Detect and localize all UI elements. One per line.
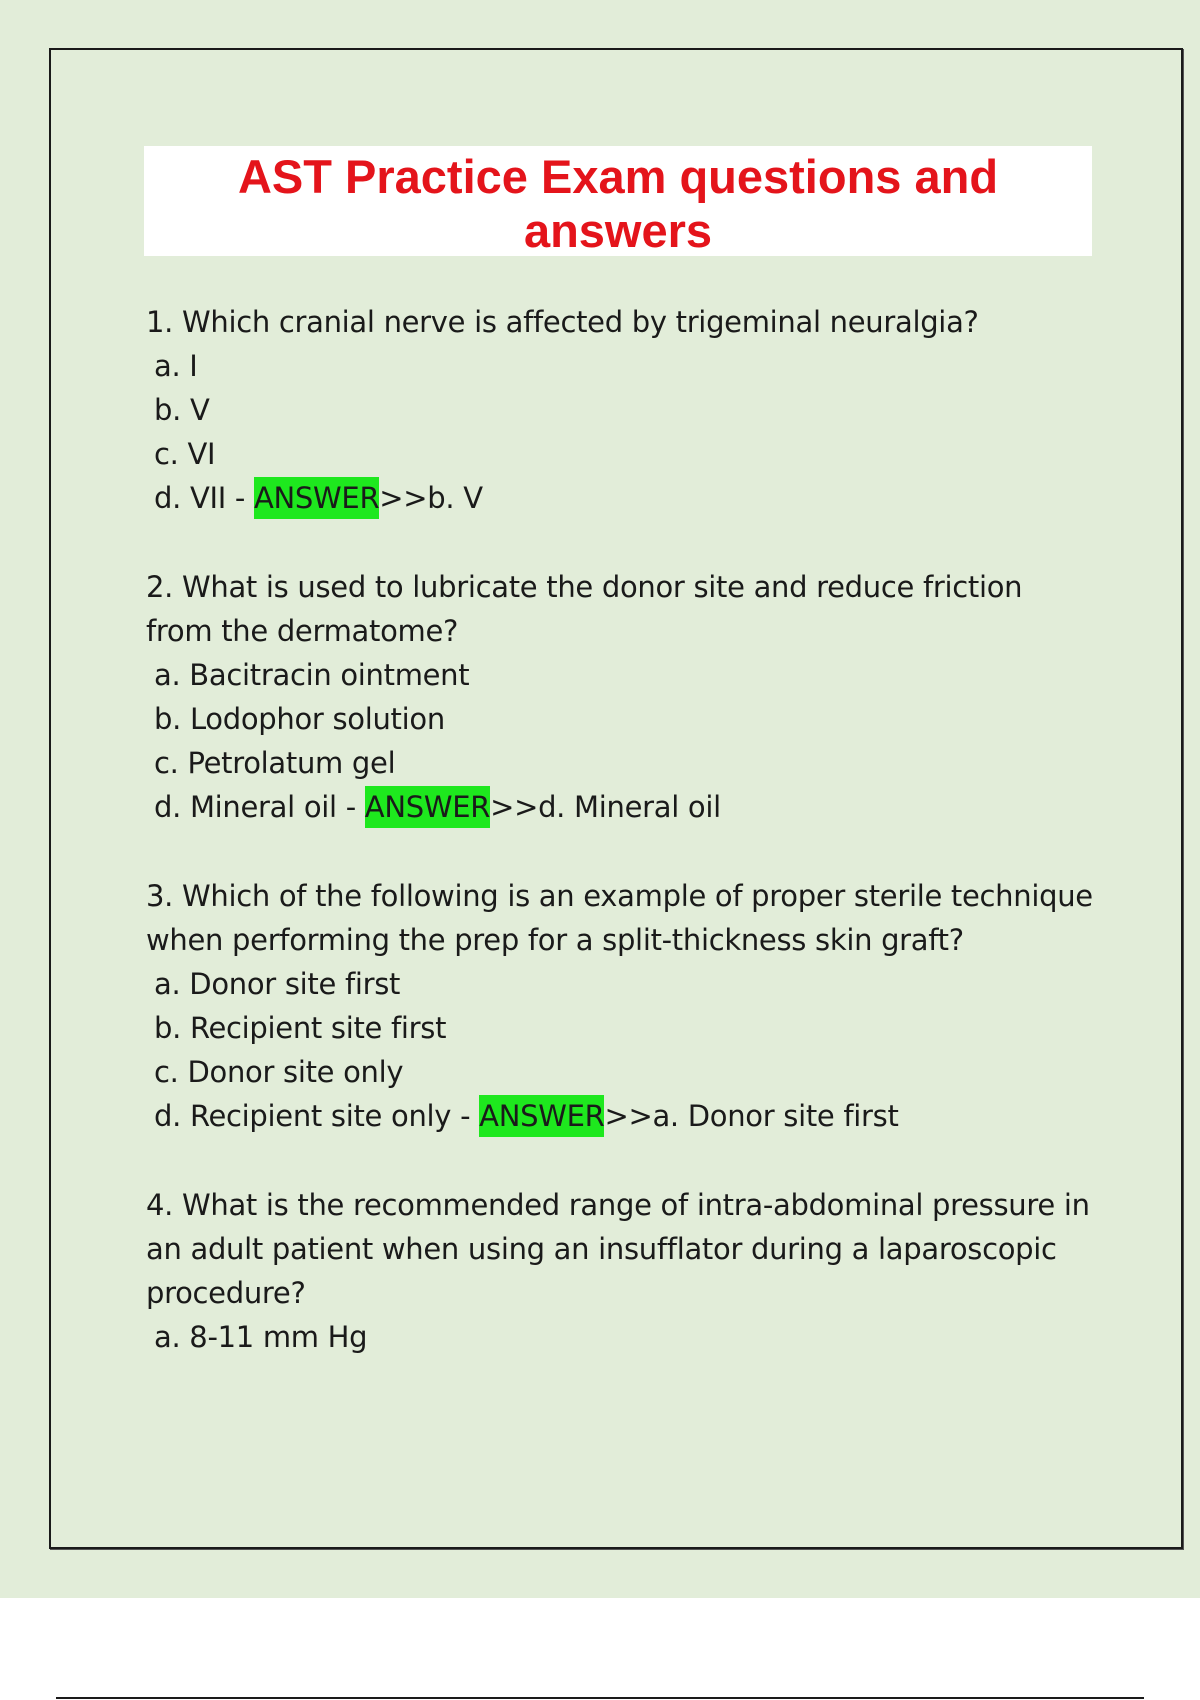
- option-d: d. VII -: [154, 481, 254, 515]
- question-3: [146, 874, 1096, 1138]
- option-d-with-answer: [146, 476, 1096, 520]
- option-a: a. Donor site first: [154, 967, 401, 1001]
- questions-list: [146, 300, 1096, 1404]
- option-a: a. I: [154, 349, 198, 383]
- option-a: a. 8-11 mm Hg: [154, 1320, 368, 1354]
- document-title: AST Practice Exam questions and answers: [237, 150, 999, 257]
- question-1: [146, 300, 1096, 520]
- answer-text: >>a. Donor site first: [604, 1099, 899, 1133]
- answer-highlight: ANSWER: [479, 1095, 604, 1137]
- option-c: c. Donor site only: [154, 1055, 404, 1089]
- option-b: b. Lodophor solution: [154, 702, 445, 736]
- question-text: 3. Which of the following is an example of proper sterile technique when performing the prep for a split-thickness skin graft?: [146, 879, 1093, 957]
- answer-highlight: ANSWER: [254, 477, 379, 519]
- option-a: a. Bacitracin ointment: [154, 658, 470, 692]
- option-b: b. V: [154, 393, 210, 427]
- question-text: 2. What is used to lubricate the donor site and reduce friction from the dermatome?: [146, 570, 1023, 648]
- question-text: 1. Which cranial nerve is affected by trigeminal neuralgia?: [146, 305, 979, 339]
- option-d-with-answer: [146, 1094, 1096, 1138]
- question-4: [146, 1183, 1096, 1359]
- option-d: d. Mineral oil -: [154, 790, 365, 824]
- title-box: [144, 146, 1092, 256]
- answer-text: >>d. Mineral oil: [490, 790, 721, 824]
- footer-divider: [56, 1697, 1144, 1699]
- option-c: c. VI: [154, 437, 216, 471]
- option-b: b. Recipient site first: [154, 1011, 447, 1045]
- answer-highlight: ANSWER: [365, 786, 490, 828]
- option-c: c. Petrolatum gel: [154, 746, 396, 780]
- answer-text: >>b. V: [379, 481, 483, 515]
- question-2: [146, 565, 1096, 829]
- question-text: 4. What is the recommended range of intra-abdominal pressure in an adult patient when using an insufflator during a laparoscopic procedure?: [146, 1188, 1090, 1310]
- option-d-with-answer: [146, 785, 1096, 829]
- option-d: d. Recipient site only -: [154, 1099, 480, 1133]
